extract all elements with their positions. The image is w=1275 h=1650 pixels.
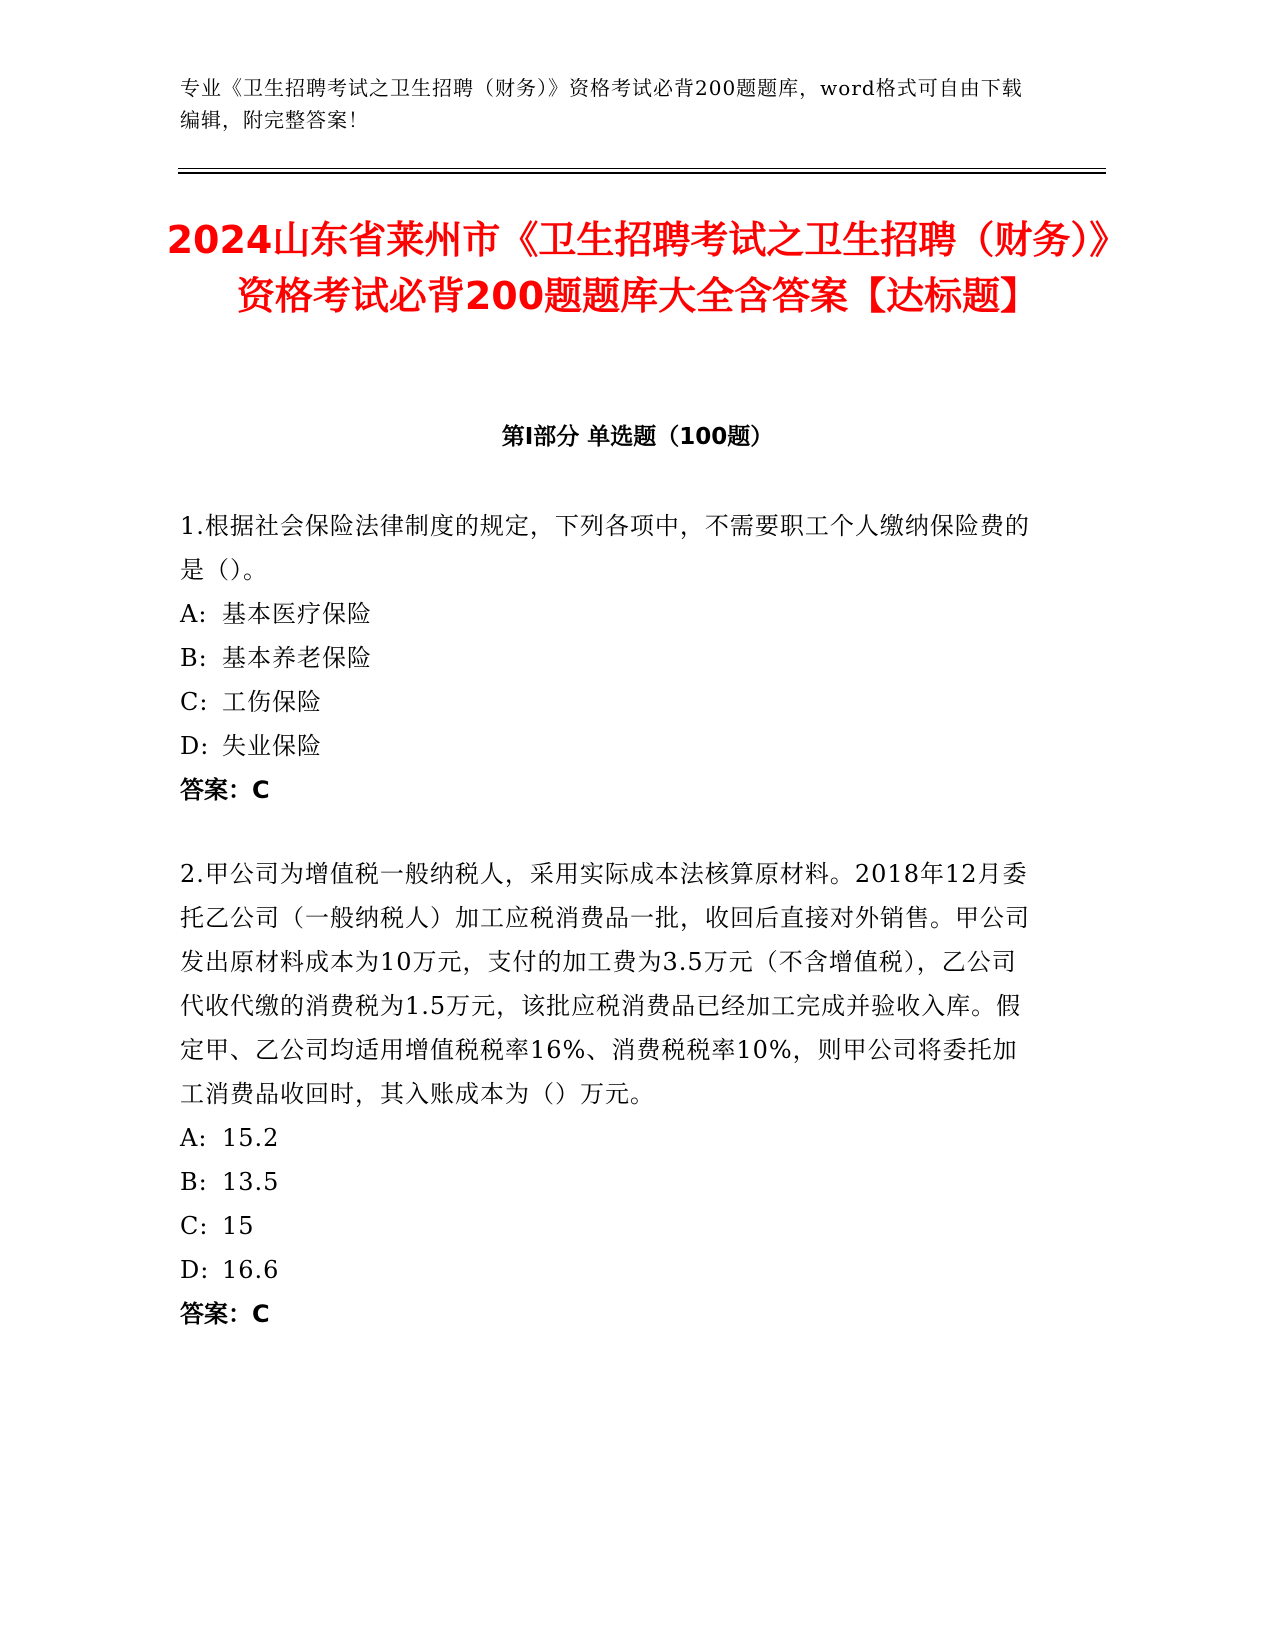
header-note: 专业《卫生招聘考试之卫生招聘（财务）》资格考试必背200题题库，word格式可自由下载编辑，附完整答案！ xyxy=(180,76,1023,132)
option-text: 15 xyxy=(222,1212,255,1240)
question-block xyxy=(180,504,1040,812)
option-c xyxy=(180,1204,1040,1248)
option-c xyxy=(180,680,1040,724)
option-a xyxy=(180,592,1040,636)
option-key: D: xyxy=(180,1256,210,1284)
option-a xyxy=(180,1116,1040,1160)
option-text: 失业保险 xyxy=(222,732,322,760)
question-stem: 2.甲公司为增值税一般纳税人，采用实际成本法核算原材料。2018年12月委托乙公司（一般纳税人）加工应税消费品一批，收回后直接对外销售。甲公司发出原材料成本为10万元，支付的加工费为3.5万元（不含增值税），乙公司代收代缴的消费税为1.5万元，该批应税消费品已经加工完成并验收入库。假定甲、乙公司均适用增值税税率16%、消费税税率10%，则甲公司将委托加工消费品收回时，其入账成本为（）万元。 xyxy=(180,860,1030,1108)
option-key: B: xyxy=(180,644,208,672)
answer-line: 答案：C xyxy=(180,1300,270,1328)
option-key: C: xyxy=(180,1212,209,1240)
option-key: B: xyxy=(180,1168,208,1196)
option-text: 工伤保险 xyxy=(222,688,322,716)
document-title: 2024山东省莱州市《卫生招聘考试之卫生招聘（财务）》资格考试必背200题题库大全含答案【达标题】 xyxy=(166,218,1109,318)
option-text: 基本养老保险 xyxy=(222,644,372,672)
option-b xyxy=(180,1160,1040,1204)
option-key: A: xyxy=(180,600,208,628)
option-text: 13.5 xyxy=(222,1168,280,1196)
question-block xyxy=(180,852,1040,1336)
option-key: D: xyxy=(180,732,210,760)
option-b xyxy=(180,636,1040,680)
answer-line: 答案：C xyxy=(180,776,270,804)
section-heading: 第I部分 单选题（100题） xyxy=(501,424,774,450)
question-stem: 1.根据社会保险法律制度的规定，下列各项中，不需要职工个人缴纳保险费的是（）。 xyxy=(180,512,1030,584)
option-text: 15.2 xyxy=(222,1124,280,1152)
option-text: 16.6 xyxy=(222,1256,280,1284)
option-key: C: xyxy=(180,688,209,716)
option-d xyxy=(180,1248,1040,1292)
option-key: A: xyxy=(180,1124,208,1152)
header-divider-thick xyxy=(178,172,1106,174)
header-divider-thin xyxy=(178,168,1106,169)
option-text: 基本医疗保险 xyxy=(222,600,372,628)
option-d xyxy=(180,724,1040,768)
